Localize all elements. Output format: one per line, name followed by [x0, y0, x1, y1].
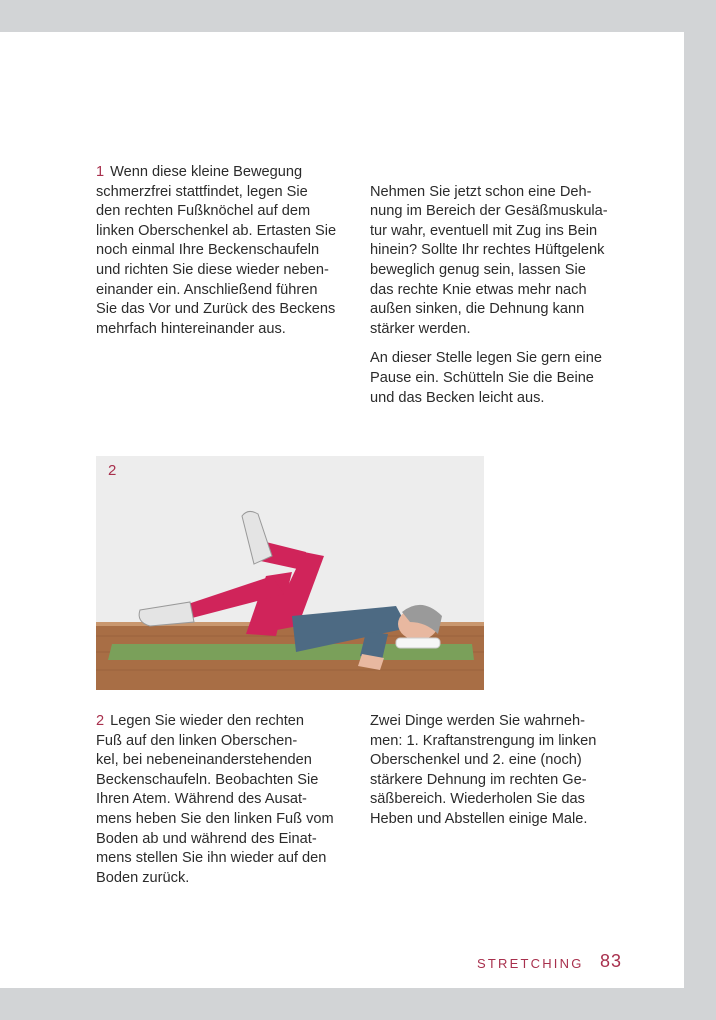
pause-paragraph: An dieser Stelle legen Sie gern eine Pause ein. Schütteln Sie die Beine und das Becken leicht aus.: [370, 350, 603, 406]
book-page: [0, 32, 684, 988]
stretch-description-paragraph: Nehmen Sie jetzt schon eine Deh- nung im Bereich der Gesäßmuskula- tur wahr, eventuell mit Zug ins Bein hinein? Sollte Ihr rechtes Hüftgelenk beweglich genug sein, lassen Sie das rechte Knie etwas mehr nach außen sinken, die Dehnung kann stärker werden.: [370, 183, 608, 337]
photo-step-label: 2: [108, 462, 117, 479]
step-1-paragraph: [96, 163, 354, 339]
step-2-text: Legen Sie wieder den rechten Fuß auf den linken Oberschen- kel, bei nebeneinanderstehenden Beckenschaufeln. Beobachten Sie Ihren Atem. Während des Ausat- mens heben Sie den linken Fuß vom Boden ab und während des Einat- mens stellen Sie ihn wieder auf den Boden zurück.: [96, 713, 334, 886]
section-title: STRETCHING: [477, 956, 584, 971]
step-1-text: Wenn diese kleine Bewegung schmerzfrei stattfindet, legen Sie den rechten Fußknöchel auf dem linken Oberschenkel ab. Ertasten Sie noch einmal Ihre Beckenschaufeln und richten Sie diese wieder neben- einander ein. Anschließend führen Sie das Vor und Zurück des Beckens mehrfach hintereinander aus.: [96, 164, 337, 337]
step-2-paragraph: [96, 712, 354, 888]
step-2-number: 2: [96, 713, 105, 729]
page-number: 83: [600, 951, 623, 971]
observation-paragraph: Zwei Dinge werden Sie wahrneh- men: 1. Kraftanstrengung im linken Oberschenkel und 2. eine (noch) stärkere Dehnung im rechten Ge- säßbereich. Wiederholen Sie das Heben und Abstellen einige Male.: [370, 713, 597, 827]
exercise-illustration: [96, 456, 484, 690]
step-1-number: 1: [96, 164, 105, 180]
top-right-column: [370, 163, 632, 428]
exercise-photo: [96, 456, 484, 690]
